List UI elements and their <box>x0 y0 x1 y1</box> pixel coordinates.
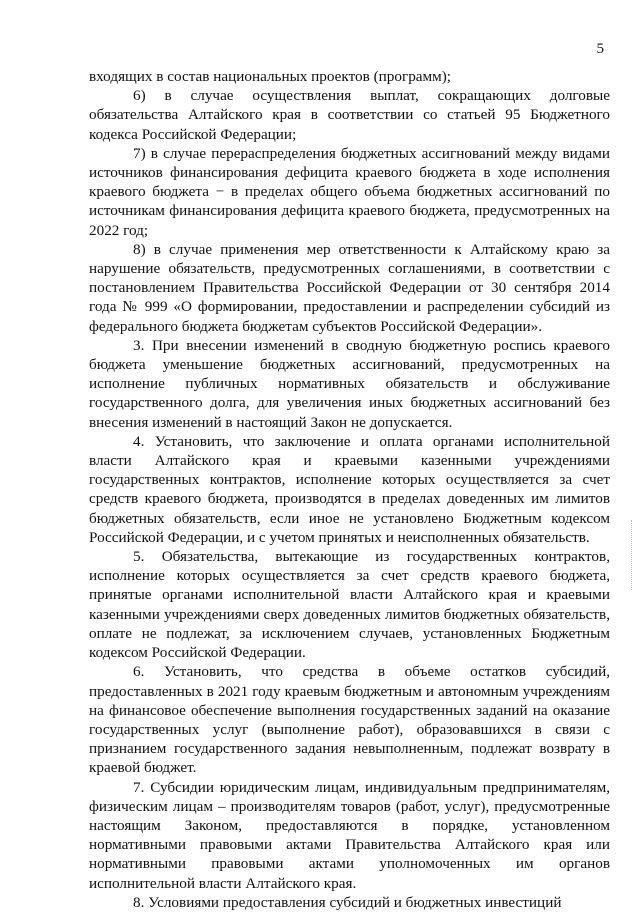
paragraph-item-6: 6) в случае осуществления выплат, сокращающих долговые обязательства Алтайского края в соответствии со статьей 95 Бюджетного кодекса Российской Федерации; <box>89 87 610 143</box>
paragraph-continuation: входящих в состав национальных проектов (программ); <box>89 68 452 85</box>
paragraph-section-3: 3. При внесении изменений в сводную бюджетную роспись краевого бюджета уменьшение бюджетных ассигнований, предусмотренных на исполнение публичных нормативных обязательств и обслуживание государственного долга, для увеличения иных бюджетных ассигнований без внесения изменений в настоящий Закон не допускается. <box>89 336 610 431</box>
paragraph-section-6: 6. Установить, что средства в объеме остатков субсидий, предоставленных в 2021 году краевым бюджетным и автономным учреждениям на финансовое обеспечение выполнения государственных заданий на оказание государственных услуг (выполнение работ), образовавшихся в связи с признанием государственного задания невыполненным, подлежат возврату в краевой бюджет. <box>89 663 610 777</box>
scan-margin-mark <box>631 520 634 590</box>
page-number: 5 <box>596 41 604 57</box>
paragraph-section-5: 5. Обязательства, вытекающие из государственных контрактов, исполнение которых осуществляется за счет средств краевого бюджета, принятые органами исполнительной власти Алтайского края и краевыми казенными учреждениями сверх доведенных лимитов бюджетных обязательств, оплате не подлежат, за исключением случаев, установленных Бюджетным кодексом Российской Федерации. <box>89 548 610 662</box>
paragraph-section-4: 4. Установить, что заключение и оплата органами исполнительной власти Алтайского края и краевыми казенными учреждениями государственных контрактов, исполнение которых осуществляется за счет средств краевого бюджета, производятся в пределах доведенных им лимитов бюджетных обязательств, если иное не установлено Бюджетным кодексом Российской Федерации, и с учетом принятых и неисполненных обязательств. <box>89 432 610 546</box>
document-body <box>89 67 610 912</box>
paragraph-section-7: 7. Субсидии юридическим лицам, индивидуальным предпринимателям, физическим лицам – производителям товаров (работ, услуг), предусмотренные настоящим Законом, предоставляются в порядке, установленном нормативными правовыми актами Правительства Алтайского края или нормативными правовыми актами уполномоченных им органов исполнительной власти Алтайского края. <box>89 778 610 892</box>
paragraph-section-8: 8. Условиями предоставления субсидий и бюджетных инвестиций <box>133 893 562 911</box>
paragraph-item-8: 8) в случае применения мер ответственности к Алтайскому краю за нарушение обязательств, предусмотренных соглашениями, в соответствии с постановлением Правительства Российской Федерации от 30 сентября 2014 года № 999 «О формировании, предоставлении и распределении субсидий из федерального бюджета бюджетам субъектов Российской Федерации». <box>89 240 610 335</box>
paragraph-item-7: 7) в случае перераспределения бюджетных ассигнований между видами источников финансирования дефицита краевого бюджета в ходе исполнения краевого бюджета − в пределах общего объема бюджетных ассигнований по источникам финансирования дефицита краевого бюджета, предусмотренных на 2022 год; <box>89 144 610 239</box>
